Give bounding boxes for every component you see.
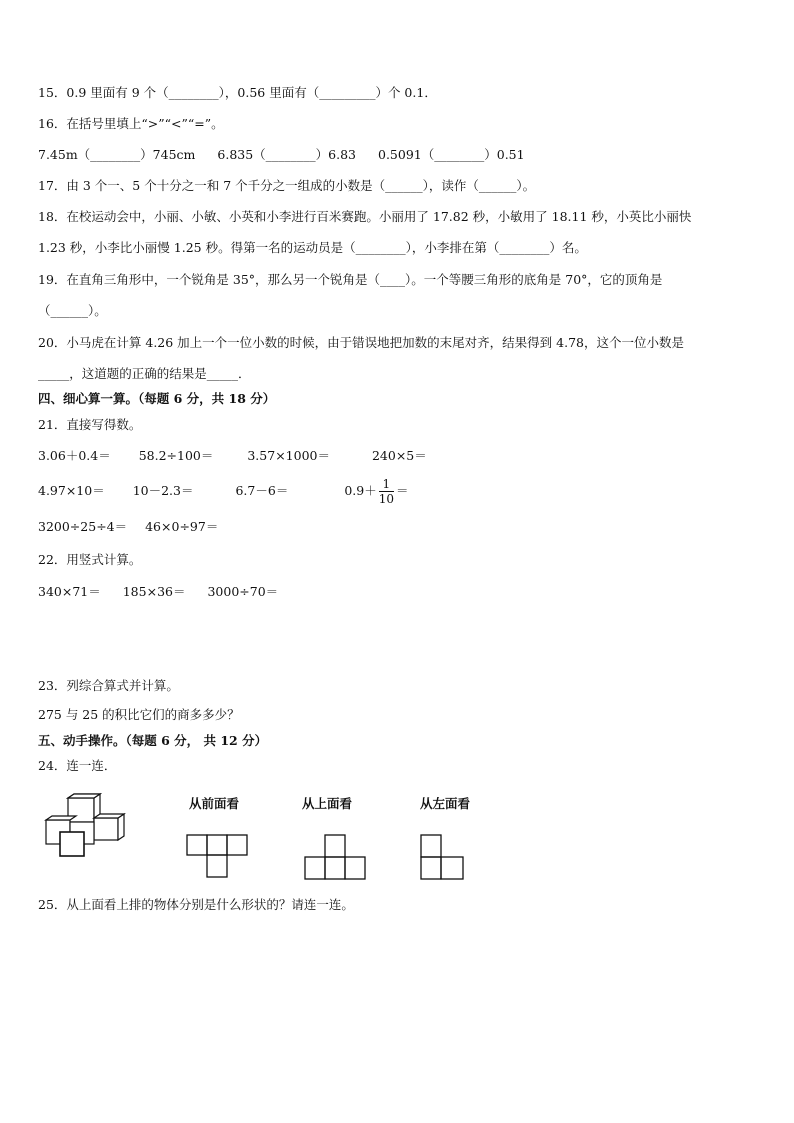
q21-r3-a: 3200÷25÷4＝ <box>38 519 128 534</box>
fraction-one-tenth <box>379 477 394 506</box>
question-25: 25．从上面看上排的物体分别是什么形状的？请连一连。 <box>38 897 354 912</box>
question-23: 23．列综合算式并计算。 <box>38 678 179 693</box>
question-19-line2: （______）。 <box>38 303 107 318</box>
q16-item-3: 0.5091（________）0.51 <box>378 147 525 162</box>
fraction-denominator: 10 <box>378 492 394 506</box>
section-4-heading: 四、细心算一算。（每题 6 分，共 18 分） <box>38 391 276 406</box>
q21-r1-b: 58.2÷100＝ <box>138 448 214 463</box>
view-top-label: 从上面看 <box>302 796 353 811</box>
q22-a: 340×71＝ <box>38 584 101 599</box>
view-top-shape <box>304 834 366 880</box>
q16-item-1: 7.45m（________）745cm <box>38 147 196 162</box>
question-22: 22．用竖式计算。 <box>38 552 142 567</box>
question-24: 24．连一连． <box>38 758 117 773</box>
cube-stack-figure <box>44 792 134 858</box>
q21-row-2 <box>38 476 409 506</box>
q21-r3-b: 46×0÷97＝ <box>145 519 219 534</box>
question-16: 16．在括号里填上“>”“<”“=”。 <box>38 116 224 131</box>
q21-r2-d-prefix: 0.9＋ <box>344 483 377 498</box>
q22-row <box>38 584 278 600</box>
q21-row-1 <box>38 448 427 464</box>
view-left-label: 从左面看 <box>420 796 471 811</box>
q21-r1-a: 3.06＋0.4＝ <box>38 448 111 463</box>
q21-r2-a: 4.97×10＝ <box>38 483 105 498</box>
view-front-label: 从前面看 <box>189 796 240 811</box>
question-15: 15．0.9 里面有 9 个（________），0.56 里面有（_________）个 0.1． <box>38 85 437 100</box>
question-20-line2: _____，这道题的正确的结果是_____． <box>38 366 251 381</box>
question-18-line2: 1.23 秒，小李比小丽慢 1.25 秒。得第一名的运动员是（________），小李排在第（________）名。 <box>38 240 587 255</box>
question-19-line1: 19．在直角三角形中，一个锐角是 35°，那么另一个锐角是（____）。一个等腰三角形的底角是 70°，它的顶角是 <box>38 272 663 287</box>
question-23-text: 275 与 25 的积比它们的商多多少？ <box>38 707 240 722</box>
question-18-line1: 18．在校运动会中，小丽、小敏、小英和小李进行百米赛跑。小丽用了 17.82 秒，小敏用了 18.11 秒，小英比小丽快 <box>38 209 692 224</box>
q21-r1-c: 3.57×1000＝ <box>247 448 330 463</box>
q21-r2-c: 6.7－6＝ <box>235 483 289 498</box>
q21-r1-d: 240×5＝ <box>371 448 427 463</box>
question-17: 17．由 3 个一、5 个十分之一和 7 个千分之一组成的小数是（______），读作（______）。 <box>38 178 536 193</box>
q21-r2-d-suffix: ＝ <box>395 483 409 498</box>
q21-row-3 <box>38 519 218 535</box>
q22-b: 185×36＝ <box>122 584 186 599</box>
question-16-items <box>38 147 525 163</box>
section-5-heading: 五、动手操作。（每题 6 分， 共 12 分） <box>38 733 268 748</box>
question-21: 21．直接写得数。 <box>38 417 142 432</box>
q16-item-2: 6.835（________）6.83 <box>217 147 357 162</box>
q21-r2-b: 10－2.3＝ <box>132 483 194 498</box>
fraction-numerator: 1 <box>379 477 394 492</box>
view-left-shape <box>420 834 464 880</box>
question-20-line1: 20．小马虎在计算 4.26 加上一个一位小数的时候，由于错误地把加数的末尾对齐，结果得到 4.78，这个一位小数是 <box>38 335 684 350</box>
view-front-shape <box>186 834 248 878</box>
q22-c: 3000÷70＝ <box>207 584 279 599</box>
